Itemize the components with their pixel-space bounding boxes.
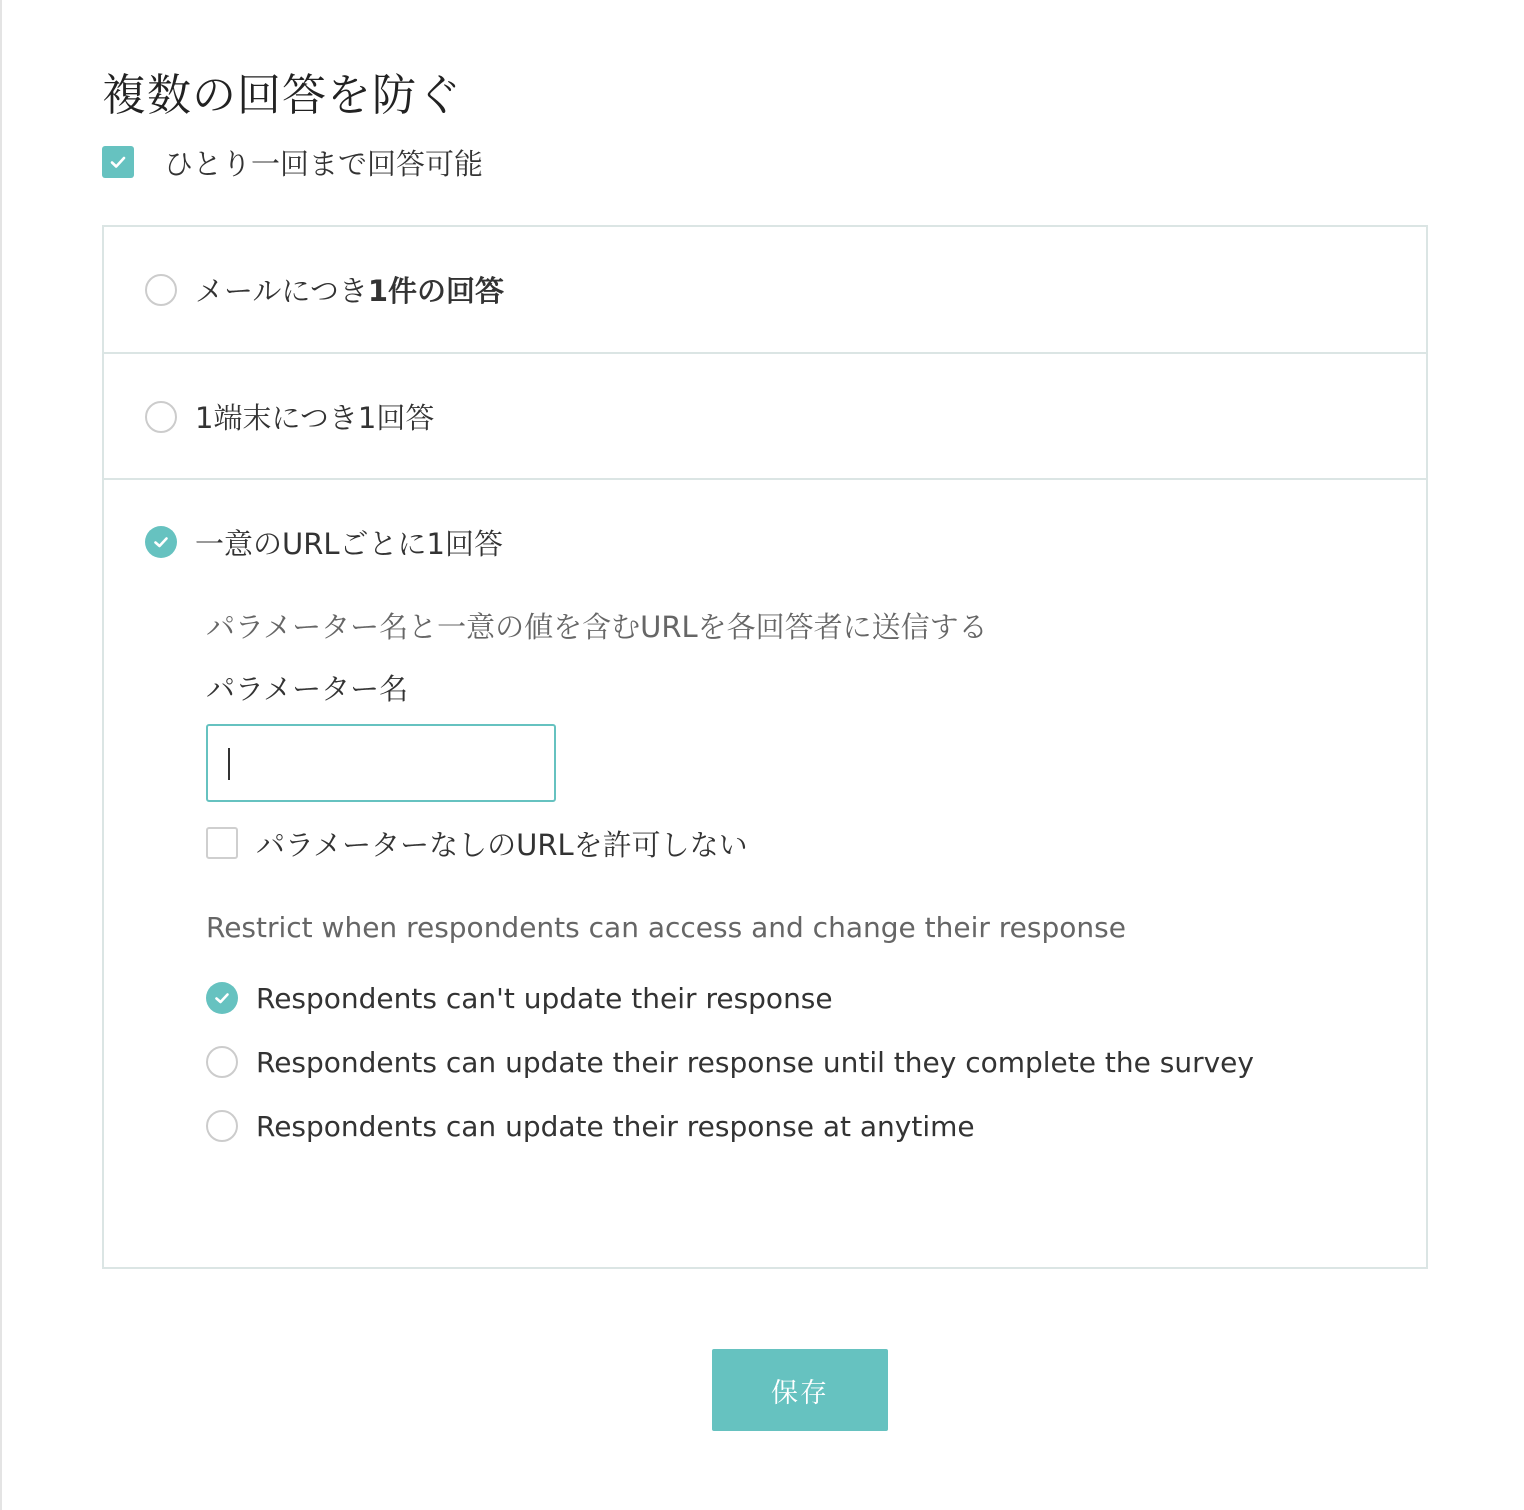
- option-one-per-device[interactable]: [104, 354, 1426, 479]
- parameter-name-label: パラメーター名: [206, 672, 409, 706]
- cannot-update-radio[interactable]: [206, 982, 238, 1014]
- cannot-update-label: Respondents can't update their response: [256, 981, 833, 1015]
- option-one-per-email[interactable]: [104, 227, 1426, 352]
- one-per-unique-url-label: 一意のURLごとに1回答: [195, 526, 503, 561]
- anytime-label: Respondents can update their response at anytime: [256, 1109, 975, 1143]
- one-per-device-label: 1端末につき1回答: [195, 401, 435, 435]
- until-complete-radio[interactable]: [206, 1046, 238, 1078]
- one-per-email-label-bold: 1件の回答: [367, 274, 505, 308]
- until-complete-label: Respondents can update their response until they complete the survey: [256, 1045, 1254, 1079]
- one-per-person-checkbox[interactable]: [102, 146, 134, 178]
- one-per-device-radio[interactable]: [145, 401, 177, 433]
- page-title: 複数の回答を防ぐ: [102, 70, 462, 121]
- option-one-per-unique-url[interactable]: [104, 480, 1426, 604]
- anytime-radio[interactable]: [206, 1110, 238, 1142]
- unique-url-description: パラメーター名と一意の値を含むURLを各回答者に送信する: [206, 610, 988, 644]
- disallow-no-param-option[interactable]: [206, 825, 748, 861]
- checkmark-icon: [151, 532, 171, 552]
- disallow-no-param-checkbox[interactable]: [206, 827, 238, 859]
- checkmark-icon: [108, 152, 128, 172]
- checkmark-icon: [212, 988, 232, 1008]
- restrict-description: Restrict when respondents can access and change their response: [206, 911, 1126, 944]
- left-border: [0, 0, 2, 1510]
- restrict-option-until-complete[interactable]: [206, 1044, 1254, 1080]
- one-per-email-label: [195, 269, 504, 310]
- restrict-option-anytime[interactable]: [206, 1108, 975, 1144]
- one-per-unique-url-radio[interactable]: [145, 526, 177, 558]
- one-per-email-radio[interactable]: [145, 274, 177, 306]
- restrict-option-cannot-update[interactable]: [206, 980, 833, 1016]
- parameter-name-input[interactable]: [206, 724, 556, 802]
- disallow-no-param-label: パラメーターなしのURLを許可しない: [256, 827, 748, 862]
- restriction-options-panel: [102, 225, 1428, 1269]
- text-caret: [228, 748, 230, 780]
- one-per-person-label: ひとり一回まで回答可能: [164, 146, 484, 181]
- one-per-email-label-regular: メールにつき: [195, 274, 368, 308]
- one-per-person-option[interactable]: [102, 142, 483, 182]
- save-button[interactable]: 保存: [712, 1349, 888, 1431]
